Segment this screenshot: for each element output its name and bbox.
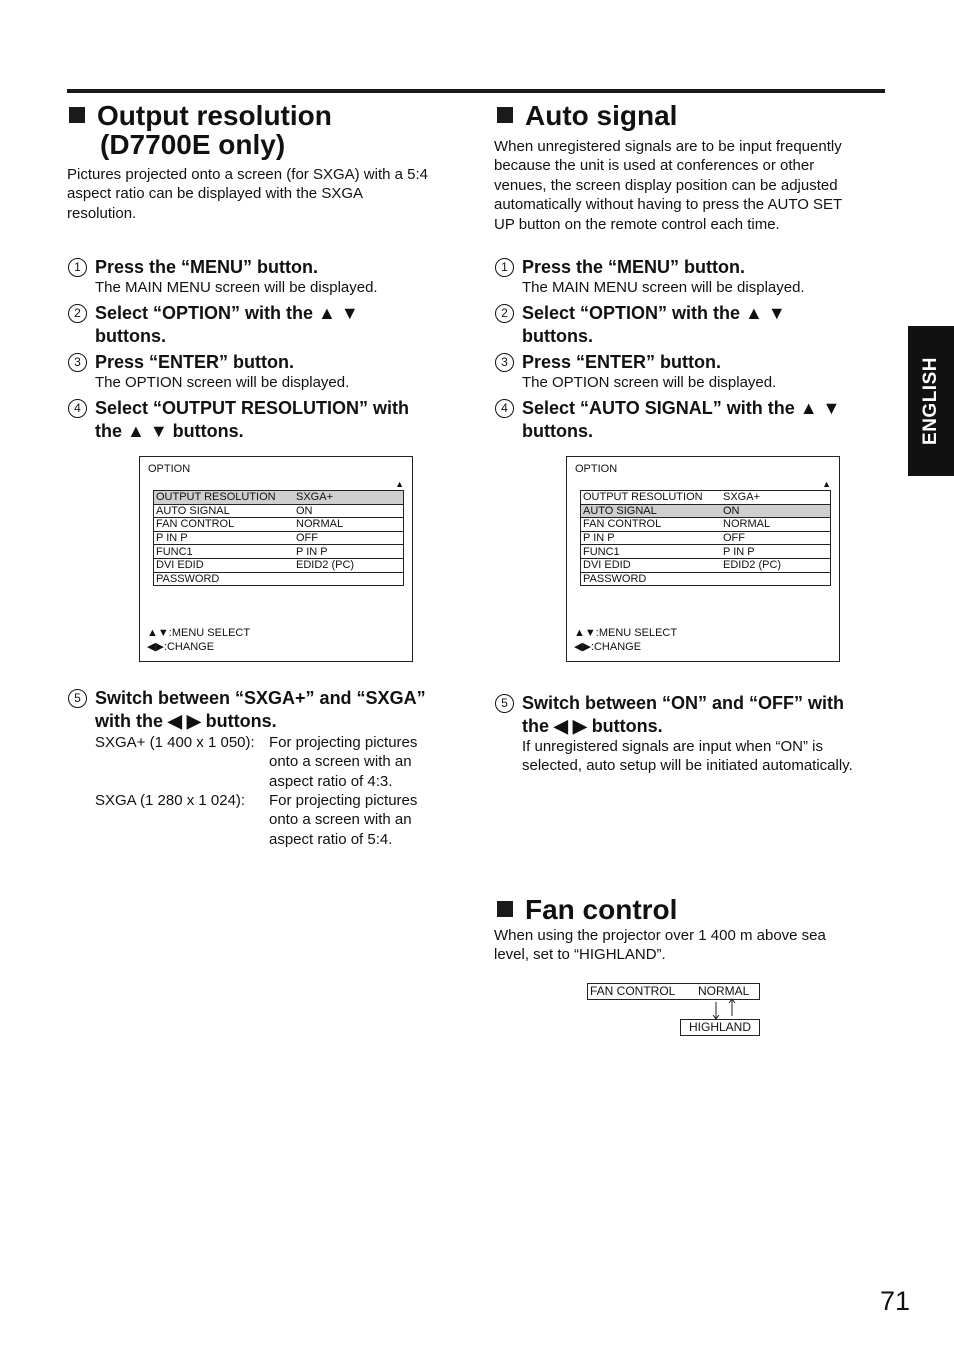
as-step-3: 3 Press “ENTER” button. (495, 351, 895, 374)
option-menu-table (580, 490, 831, 586)
option-row-func1: FUNC1 P IN P (581, 545, 831, 559)
as-step-2: 2 Select “OPTION” with the ▲ ▼ buttons. (495, 302, 895, 348)
auto-signal-title: Auto signal (497, 101, 677, 130)
option-row-dvi-edid: DVI EDID EDID2 (PC) (154, 558, 404, 572)
definition-sxga-plus-desc: For projecting pictures onto a screen with an aspect ratio of 4:3. (269, 734, 418, 790)
top-rule (67, 89, 885, 93)
step-number-5: 5 (68, 689, 87, 708)
step-number-5: 5 (495, 694, 514, 713)
option-row-dvi-edid: DVI EDID EDID2 (PC) (581, 558, 831, 572)
step-number-4: 4 (68, 399, 87, 418)
section-square-icon (69, 107, 85, 123)
or-step-1: 1 Press the “MENU” button. (68, 256, 468, 279)
legend-menu-select: ▲▼:MENU SELECT (574, 627, 678, 639)
as-step-1-note: The MAIN MENU screen will be displayed. (522, 279, 805, 296)
option-row-p-in-p: P IN P OFF (154, 531, 404, 545)
legend-menu-select: ▲▼:MENU SELECT (147, 627, 251, 639)
option-screen-output-resolution (139, 456, 413, 662)
toggle-arrows-icon (708, 998, 738, 1020)
or-step-1-note: The MAIN MENU screen will be displayed. (95, 279, 378, 296)
fan-control-title: Fan control (497, 895, 677, 924)
option-screen-caption: OPTION (575, 463, 618, 475)
step-number-3: 3 (68, 353, 87, 372)
output-resolution-title: Output resolution (D7700E only) (69, 101, 332, 159)
as-step-5: 5 Switch between “ON” and “OFF” with the ◀ ▶ buttons. (495, 692, 895, 738)
up-arrow-icon: ▲ (822, 479, 831, 489)
step-number-1: 1 (495, 258, 514, 277)
as-step-5-note: If unregistered signals are input when “ON” is selected, auto setup will be initiated automatically. (522, 738, 853, 775)
as-step-1: 1 Press the “MENU” button. (495, 256, 895, 279)
option-menu-table (153, 490, 404, 586)
page-number: 71 (880, 1286, 911, 1316)
section-square-icon (497, 107, 513, 123)
option-row-auto-signal: AUTO SIGNAL ON (154, 504, 404, 518)
option-row-auto-signal: AUTO SIGNAL ON (581, 504, 831, 518)
option-row-output-resolution: OUTPUT RESOLUTION SXGA+ (581, 491, 831, 505)
option-row-func1: FUNC1 P IN P (154, 545, 404, 559)
or-step-3: 3 Press “ENTER” button. (68, 351, 468, 374)
step-number-4: 4 (495, 399, 514, 418)
option-row-output-resolution: OUTPUT RESOLUTION SXGA+ (154, 491, 404, 505)
step-number-2: 2 (68, 304, 87, 323)
definition-sxga-term: SXGA (1 280 x 1 024): (95, 792, 246, 809)
option-screen-auto-signal (566, 456, 840, 662)
fan-control-label: FAN CONTROL (590, 984, 676, 998)
option-row-fan-control: FAN CONTROL NORMAL (581, 518, 831, 532)
auto-signal-intro: When unregistered signals are to be input frequently because the unit is used at conferences or other venues, the screen display position can be adjusted automatically without having to press the AUTO SET UP button on the remote control each time. (494, 138, 843, 233)
legend-change: ◀▶:CHANGE (574, 641, 642, 653)
or-step-5: 5 Switch between “SXGA+” and “SXGA” with the ◀ ▶ buttons. (68, 687, 468, 733)
or-step-4: 4 Select “OUTPUT RESOLUTION” with the ▲ ▼ buttons. (68, 397, 468, 443)
step-number-2: 2 (495, 304, 514, 323)
definition-sxga-plus-term: SXGA+ (1 400 x 1 050): (95, 734, 255, 751)
option-row-password: PASSWORD (154, 572, 404, 586)
section-square-icon (497, 901, 513, 917)
fan-control-normal: NORMAL (698, 984, 750, 998)
step-number-3: 3 (495, 353, 514, 372)
fan-control-intro: When using the projector over 1 400 m above sea level, set to “HIGHLAND”. (494, 927, 826, 964)
fan-control-highland-box: HIGHLAND (680, 1019, 760, 1036)
definition-sxga-desc: For projecting pictures onto a screen with an aspect ratio of 5:4. (269, 792, 418, 848)
option-row-password: PASSWORD (581, 572, 831, 586)
output-resolution-intro: Pictures projected onto a screen (for SXGA) with a 5:4 aspect ratio can be displayed with the SXGA resolution. (67, 166, 429, 222)
step-number-1: 1 (68, 258, 87, 277)
option-row-p-in-p: P IN P OFF (581, 531, 831, 545)
language-side-tab: ENGLISH (908, 326, 954, 476)
legend-change: ◀▶:CHANGE (147, 641, 215, 653)
as-step-3-note: The OPTION screen will be displayed. (522, 374, 777, 391)
option-screen-caption: OPTION (148, 463, 191, 475)
or-step-3-note: The OPTION screen will be displayed. (95, 374, 350, 391)
option-row-fan-control: FAN CONTROL NORMAL (154, 518, 404, 532)
as-step-4: 4 Select “AUTO SIGNAL” with the ▲ ▼ buttons. (495, 397, 895, 443)
or-step-2: 2 Select “OPTION” with the ▲ ▼ buttons. (68, 302, 468, 348)
up-arrow-icon: ▲ (395, 479, 404, 489)
